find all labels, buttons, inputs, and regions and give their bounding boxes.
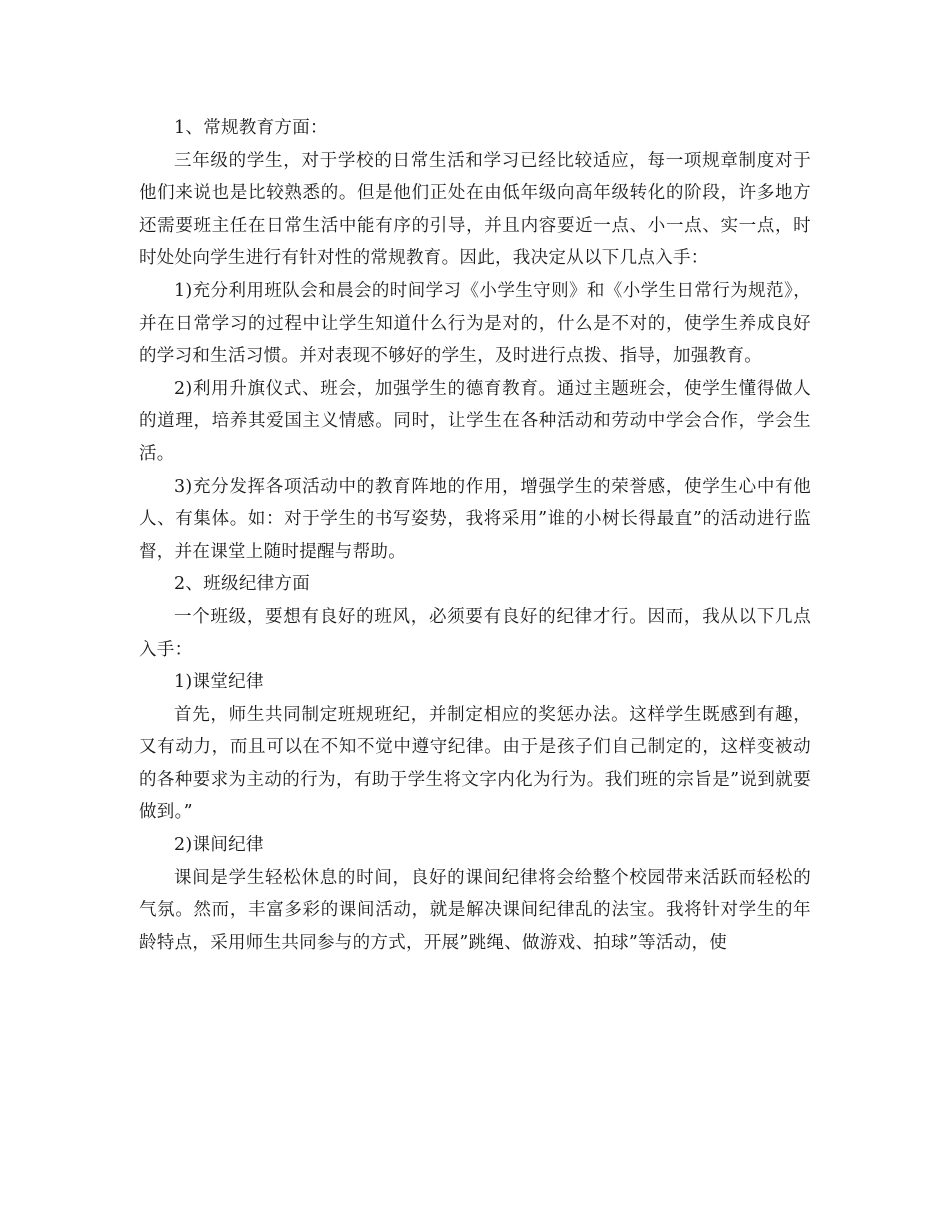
list-item: 2)利用升旗仪式、班会，加强学生的德育教育。通过主题班会，使学生懂得做人的道理，培养其爱国主义情感。同时，让学生在各种活动和劳动中学会合作，学会生活。	[139, 378, 811, 464]
paragraph: 三年级的学生，对于学校的日常生活和学习已经比较适应，每一项规章制度对于他们来说也是比较熟悉的。但是他们正处在由低年级向高年级转化的阶段，许多地方还需要班主任在日常生活中能有序的引导，并且内容要近一点、小一点、实一点，时时处处向学生进行有针对性的常规教育。因此，我决定从以下几点入手：	[139, 150, 811, 269]
paragraph: 课间是学生轻松休息的时间，良好的课间纪律将会给整个校园带来活跃而轻松的气氛。然而，丰富多彩的课间活动，就是解决课间纪律乱的法宝。我将针对学生的年龄特点，采用师生共同参与的方式，开展”跳绳、做游戏、拍球”等活动，使	[139, 867, 811, 953]
section-heading: 1、常规教育方面：	[174, 118, 328, 138]
subsection-heading: 2)课间纪律	[174, 835, 264, 856]
list-item: 3)充分发挥各项活动中的教育阵地的作用，增强学生的荣誉感，使学生心中有他人、有集体。如：对于学生的书写姿势，我将采用”谁的小树长得最直”的活动进行监督，并在课堂上随时提醒与帮助。	[139, 476, 811, 562]
document-body	[139, 112, 811, 959]
list-item: 1)充分利用班队会和晨会的时间学习《小学生守则》和《小学生日常行为规范》，并在日常学习的过程中让学生知道什么行为是对的，什么是不对的，使学生养成良好的学习和生活习惯。并对表现不够好的学生，及时进行点拨、指导，加强教育。	[139, 280, 811, 367]
paragraph: 一个班级，要想有良好的班风，必须要有良好的纪律才行。因而，我从以下几点入手：	[139, 606, 811, 660]
subsection-heading: 1)课堂纪律	[174, 672, 264, 693]
paragraph: 首先，师生共同制定班规班纪，并制定相应的奖惩办法。这样学生既感到有趣，又有动力，而且可以在不知不觉中遵守纪律。由于是孩子们自己制定的，这样变被动的各种要求为主动的行为，有助于学生将文字内化为行为。我们班的宗旨是”说到就要做到。”	[139, 704, 811, 823]
section-heading: 2、班级纪律方面	[174, 574, 311, 595]
